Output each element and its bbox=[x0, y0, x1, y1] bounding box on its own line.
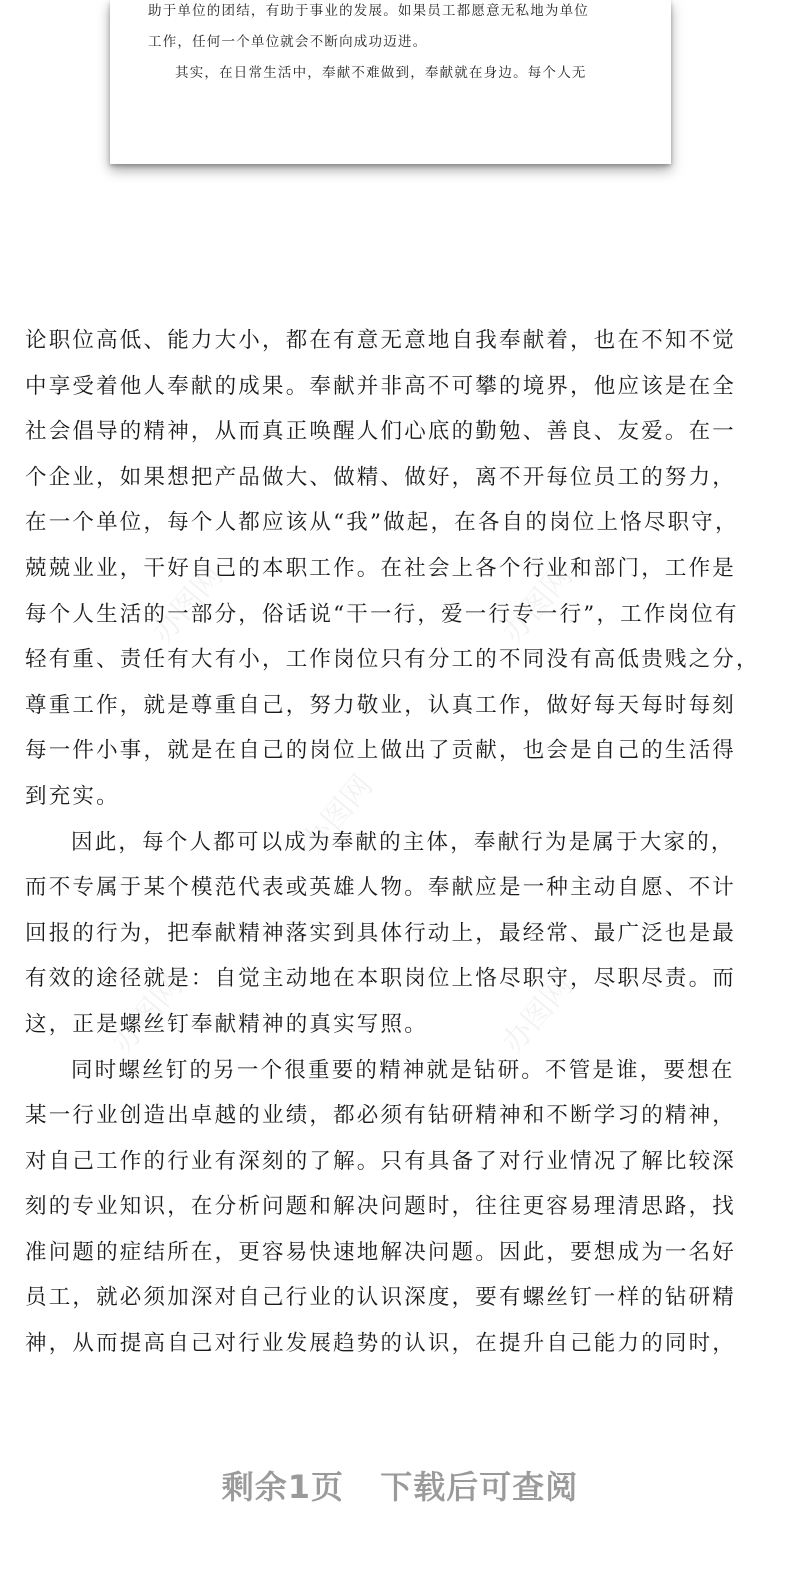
watermark: 办图网 bbox=[295, 768, 381, 860]
document-line: 社会倡导的精神，从而真正唤醒人们心底的勤勉、善良、友爱。在一 bbox=[25, 419, 737, 445]
document-body bbox=[25, 318, 777, 1367]
document-line: 论职位高低、能力大小，都在有意无意地自我奉献着，也在不知不觉 bbox=[25, 328, 737, 353]
document-line: 刻的专业知识，在分析问题和解决问题时，往往更容易理清思路，找 bbox=[25, 1194, 737, 1220]
watermark: 办图网 bbox=[145, 558, 231, 650]
document-line: 员工，就必须加深对自己行业的认识深度，要有螺丝钉一样的钻研精 bbox=[25, 1285, 737, 1311]
document-line: 在一个单位，每个人都应该从“我”做起，在各自的岗位上恪尽职守， bbox=[25, 510, 739, 536]
document-line: 每个人生活的一部分，俗话说“干一行，爱一行专一行”，工作岗位有 bbox=[25, 601, 739, 627]
document-line: 尊重工作，就是尊重自己，努力敬业，认真工作，做好每天每时每刻 bbox=[25, 692, 737, 718]
download-to-view-banner[interactable] bbox=[0, 1462, 800, 1508]
document-line: 每一件小事，就是在自己的岗位上做出了贡献，也会是自己的生活得 bbox=[25, 738, 737, 764]
document-line: 个企业，如果想把产品做大、做精、做好，离不开每位员工的努力， bbox=[25, 464, 737, 490]
download-to-view-label: 下载后可查阅 bbox=[380, 1468, 579, 1506]
document-line: 因此，每个人都可以成为奉献的主体，奉献行为是属于大家的， bbox=[71, 829, 735, 855]
preview-line: 工作，任何一个单位就会不断向成功迈进。 bbox=[148, 34, 428, 50]
remaining-pages-label: 剩余1页 bbox=[221, 1468, 345, 1506]
document-line: 某一行业创造出卓越的业绩，都必须有钻研精神和不断学习的精神， bbox=[25, 1103, 737, 1129]
document-line: 轻有重、责任有大有小，工作岗位只有分工的不同没有高低贵贱之分， bbox=[25, 647, 760, 673]
preview-line: 其实，在日常生活中，奉献不难做到，奉献就在身边。每个人无 bbox=[175, 65, 587, 81]
document-line: 对自己工作的行业有深刻的了解。只有具备了对行业情况了解比较深 bbox=[25, 1148, 737, 1174]
document-line: 神，从而提高自己对行业发展趋势的认识，在提升自己能力的同时， bbox=[25, 1331, 737, 1357]
watermark: 办图网 bbox=[495, 558, 581, 650]
preview-line: 助于单位的团结，有助于事业的发展。如果员工都愿意无私地为单位 bbox=[148, 3, 589, 19]
document-line: 同时螺丝钉的另一个很重要的精神就是钻研。不管是谁，要想在 bbox=[71, 1057, 735, 1083]
document-line: 这，正是螺丝钉奉献精神的真实写照。 bbox=[25, 1011, 428, 1037]
watermark: 办图网 bbox=[105, 968, 191, 1060]
document-line: 有效的途径就是：自觉主动地在本职岗位上恪尽职守，尽职尽责。而 bbox=[25, 966, 737, 992]
document-line: 兢兢业业，干好自己的本职工作。在社会上各个行业和部门，工作是 bbox=[25, 555, 737, 581]
page-preview-card bbox=[110, 0, 671, 164]
document-line: 中享受着他人奉献的成果。奉献并非高不可攀的境界，他应该是在全 bbox=[25, 373, 737, 399]
document-line: 到充实。 bbox=[25, 783, 120, 809]
document-line: 准问题的症结所在，更容易快速地解决问题。因此，要想成为一名好 bbox=[25, 1239, 737, 1265]
document-line: 回报的行为，把奉献精神落实到具体行动上，最经常、最广泛也是最 bbox=[25, 920, 737, 946]
document-line: 而不专属于某个模范代表或英雄人物。奉献应是一种主动自愿、不计 bbox=[25, 875, 737, 901]
watermark: 办图网 bbox=[495, 968, 581, 1060]
